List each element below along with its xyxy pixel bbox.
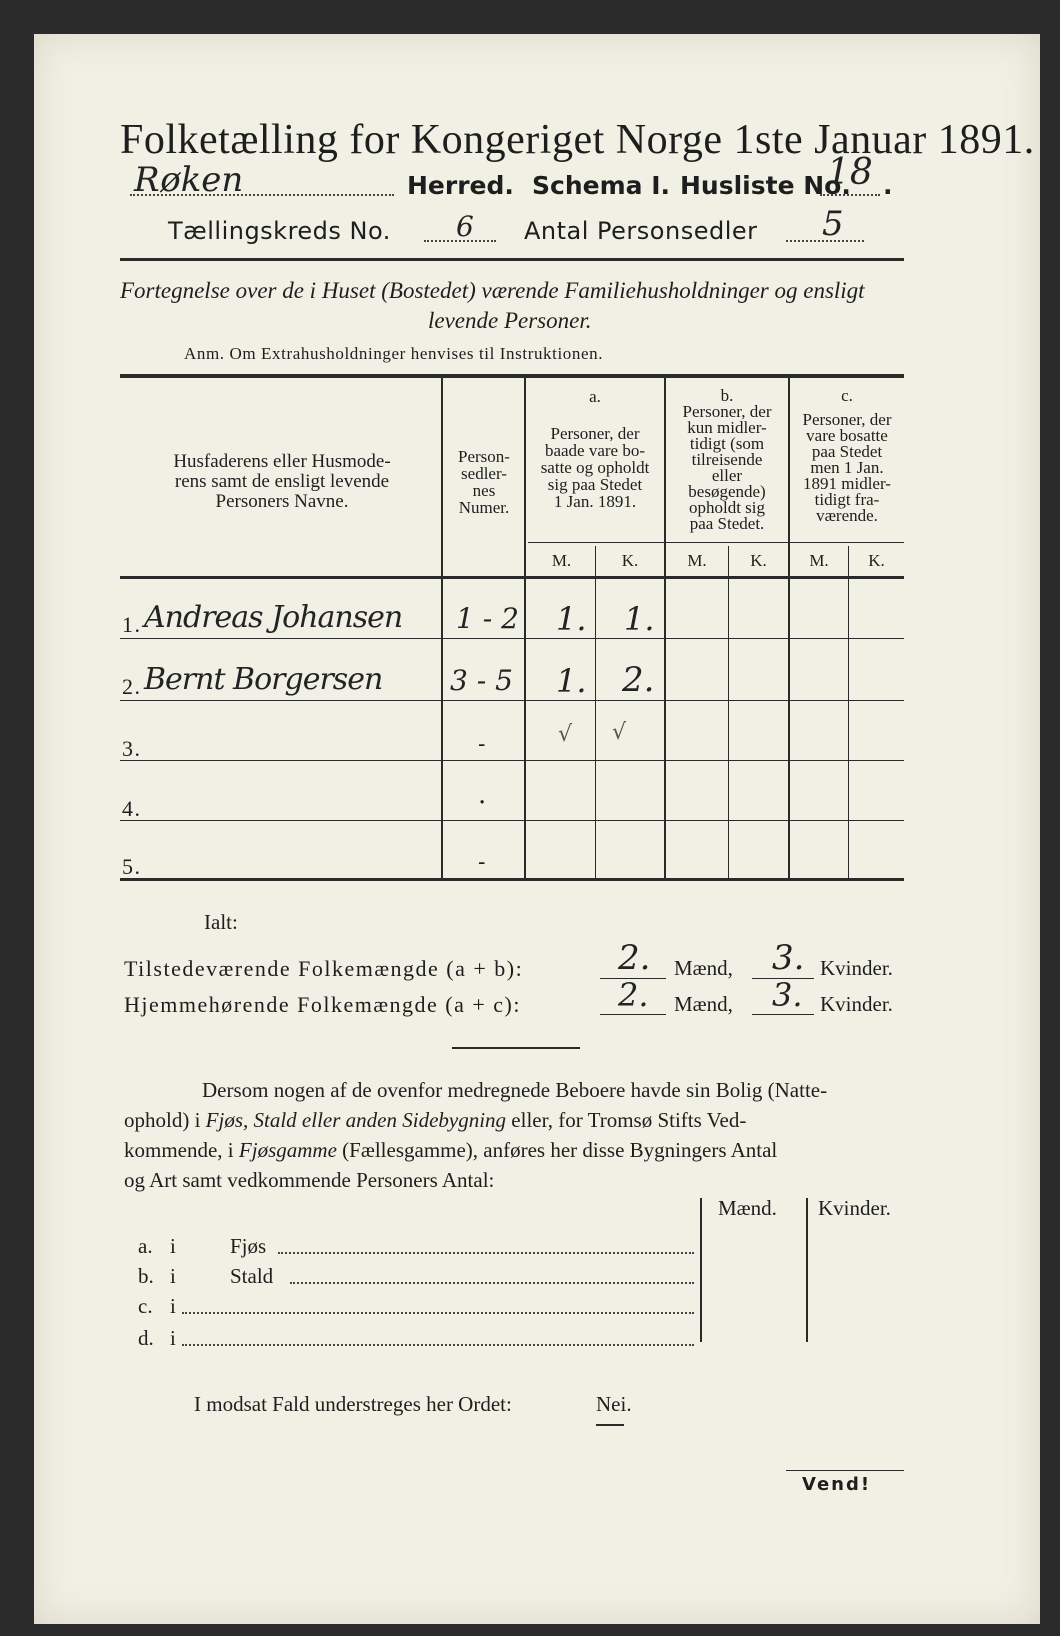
row-line — [120, 820, 904, 821]
col-c-line: men 1 Jan. — [810, 458, 884, 477]
mk-divider — [848, 546, 849, 878]
col-b-line: kun midler- — [687, 418, 767, 437]
form-title: Folketælling for Kongeriget Norge 1ste Januar 1891. — [120, 117, 1035, 163]
herred-label: Herred. — [407, 171, 514, 200]
col-num-line: Numer. — [458, 498, 510, 517]
husliste-dot: . — [883, 171, 893, 200]
antal-value: 5 — [822, 204, 844, 244]
col-name-line: rens samt de ensligt levende — [174, 471, 390, 492]
ialt-label: Ialt: — [204, 910, 238, 934]
building-letter: a. — [138, 1234, 153, 1258]
col-b-line: eller — [711, 466, 743, 485]
col-num-line: sedler- — [461, 464, 507, 483]
building-dotline — [290, 1282, 694, 1284]
row-num: 1 - 2 — [456, 602, 519, 635]
row-num: · — [478, 788, 487, 818]
note-text: ophold) i — [124, 1108, 201, 1132]
row-a-k: 1. — [624, 600, 655, 638]
row-num: - — [478, 850, 486, 875]
husliste-dotline — [820, 194, 880, 196]
note-text: (Fællesgamme), anføres her disse Bygningers Antal — [342, 1138, 778, 1162]
col-b-header — [666, 388, 788, 532]
col-c-letter: c. — [841, 386, 853, 405]
col-c-line: vare bosatte — [806, 426, 888, 445]
col-c-header — [790, 388, 904, 524]
herred-value: Røken — [134, 160, 244, 200]
col-name-line: Personers Navne. — [215, 491, 349, 512]
col-b-line: Personer, der — [682, 402, 772, 421]
row-index: 1. — [122, 612, 142, 637]
buildings-col-divider — [806, 1198, 808, 1342]
col-a-line: satte og opholdt — [540, 458, 650, 477]
modsat-text: I modsat Fald understreges her Ordet: — [194, 1392, 512, 1416]
building-letter: c. — [138, 1294, 153, 1318]
col-c-line: 1891 midler- — [803, 474, 891, 493]
schema-label: Schema I. — [532, 171, 671, 200]
col-b-line: besøgende) — [688, 482, 766, 501]
col-a-m: M. — [551, 551, 572, 570]
col-b-letter: b. — [720, 386, 734, 405]
total-present-label: Tilstedeværende Folkemængde (a + b): — [124, 956, 524, 981]
col-name-header — [130, 452, 434, 512]
antal-label: Antal Personsedler — [524, 217, 758, 245]
vend-rule — [786, 1470, 904, 1471]
col-c-line: Personer, der — [802, 410, 892, 429]
total-present-m: 2. — [618, 938, 651, 978]
kvinder-label: Kvinder. — [820, 992, 893, 1016]
kreds-label: Tællingskreds No. — [168, 217, 391, 245]
building-i: i — [170, 1326, 176, 1350]
husliste-label: Husliste No. — [680, 171, 851, 200]
intro-line2: levende Personer. — [428, 308, 592, 333]
note-text: kommende, i — [124, 1138, 234, 1162]
building-letter: b. — [138, 1264, 154, 1288]
col-a-line: 1 Jan. 1891. — [553, 492, 637, 511]
census-form-page — [34, 34, 1040, 1624]
total-resident-label: Hjemmehørende Folkemængde (a + c): — [124, 992, 521, 1017]
mk-divider — [595, 546, 596, 878]
row-index: 4. — [122, 796, 142, 821]
row-line — [120, 638, 904, 639]
row-a-k: √ — [612, 720, 627, 745]
building-label: Stald — [230, 1264, 274, 1288]
col-a-letter: a. — [589, 387, 601, 406]
building-letter: d. — [138, 1326, 154, 1350]
col-b-line: tilreisende — [691, 450, 763, 469]
building-dotline — [278, 1252, 694, 1254]
note-line2 — [124, 1108, 746, 1133]
row-line — [120, 760, 904, 761]
total-present-k: 3. — [772, 938, 805, 978]
table-top-rule — [120, 374, 904, 378]
fill-rule — [752, 1014, 814, 1015]
section-divider — [452, 1047, 580, 1049]
table-bottom-rule — [120, 878, 904, 881]
row-name: Bernt Borgersen — [144, 662, 383, 697]
row-index: 2. — [122, 674, 142, 699]
col-b-line: tidigt (som — [689, 434, 765, 453]
col-b-k: K. — [750, 551, 767, 570]
buildings-maend-header: Mænd. — [718, 1196, 777, 1220]
maend-label: Mænd, — [674, 956, 733, 980]
note-text: eller, for Tromsø Stifts Ved- — [511, 1108, 747, 1132]
building-dotline — [182, 1312, 694, 1314]
husliste-value: 18 — [827, 152, 873, 193]
row-index: 5. — [122, 854, 142, 879]
col-b-line: paa Stedet. — [689, 514, 765, 533]
col-b-line: opholdt sig — [688, 498, 766, 517]
building-label: Fjøs — [230, 1234, 267, 1258]
vend-label: Vend! — [802, 1474, 872, 1495]
col-a-k: K. — [621, 551, 639, 570]
subheader-rule — [528, 542, 664, 543]
subheader-rule — [666, 542, 788, 543]
intro-line1: Fortegnelse over de i Huset (Bostedet) værende Familiehusholdninger og ensligt — [120, 278, 865, 303]
total-resident-m: 2. — [618, 976, 649, 1014]
row-name: Andreas Johansen — [144, 600, 403, 635]
building-i: i — [170, 1294, 176, 1318]
col-a-line: baade vare bo- — [544, 441, 646, 460]
row-index: 3. — [122, 736, 142, 761]
col-c-m: M. — [809, 551, 829, 570]
note-line3 — [124, 1138, 777, 1163]
col-a-header — [526, 388, 664, 510]
col-num-header — [444, 448, 524, 516]
buildings-col-divider — [700, 1198, 702, 1342]
fill-rule — [600, 1014, 666, 1015]
table-header-rule — [120, 576, 904, 579]
building-i: i — [170, 1264, 176, 1288]
col-c-k: K. — [868, 551, 885, 570]
col-c-line: paa Stedet — [811, 442, 883, 461]
row-num: - — [478, 732, 486, 757]
note-line4: og Art samt vedkommende Personers Antal: — [124, 1168, 495, 1192]
col-name-line: Husfaderens eller Husmode- — [173, 451, 391, 472]
subheader-rule — [790, 542, 904, 543]
header-rule — [120, 258, 904, 261]
col-a-line: Personer, der — [550, 424, 640, 443]
col-a-line: sig paa Stedet — [547, 475, 643, 494]
row-num: 3 - 5 — [450, 664, 513, 697]
nei-underline — [596, 1424, 624, 1426]
kvinder-label: Kvinder. — [820, 956, 893, 980]
note-italic: Fjøsgamme — [238, 1138, 337, 1162]
building-dotline — [182, 1344, 694, 1346]
col-num-line: Person- — [458, 447, 510, 466]
row-a-k: 2. — [622, 660, 655, 700]
col-divider — [441, 374, 443, 878]
herred-dotline — [130, 194, 394, 196]
buildings-kvinder-header: Kvinder. — [818, 1196, 891, 1220]
note-italic: Fjøs, Stald eller anden Sidebygning — [205, 1108, 507, 1132]
col-c-line: værende. — [816, 506, 878, 525]
col-c-line: tidigt fra- — [814, 490, 880, 509]
mk-divider — [728, 546, 729, 878]
row-a-m: 1. — [556, 600, 587, 638]
col-b-m: M. — [687, 551, 707, 570]
total-resident-k: 3. — [772, 976, 803, 1014]
kreds-value: 6 — [456, 210, 474, 243]
note-line1: Dersom nogen af de ovenfor medregnede Beboere havde sin Bolig (Natte- — [202, 1078, 828, 1102]
row-a-m: √ — [558, 722, 573, 747]
nei-word: Nei. — [596, 1392, 632, 1416]
col-num-line: nes — [472, 481, 496, 500]
row-a-m: 1. — [556, 662, 587, 700]
maend-label: Mænd, — [674, 992, 733, 1016]
row-line — [120, 700, 904, 701]
anm-note: Anm. Om Extrahusholdninger henvises til Instruktionen. — [184, 344, 604, 363]
building-i: i — [170, 1234, 176, 1258]
